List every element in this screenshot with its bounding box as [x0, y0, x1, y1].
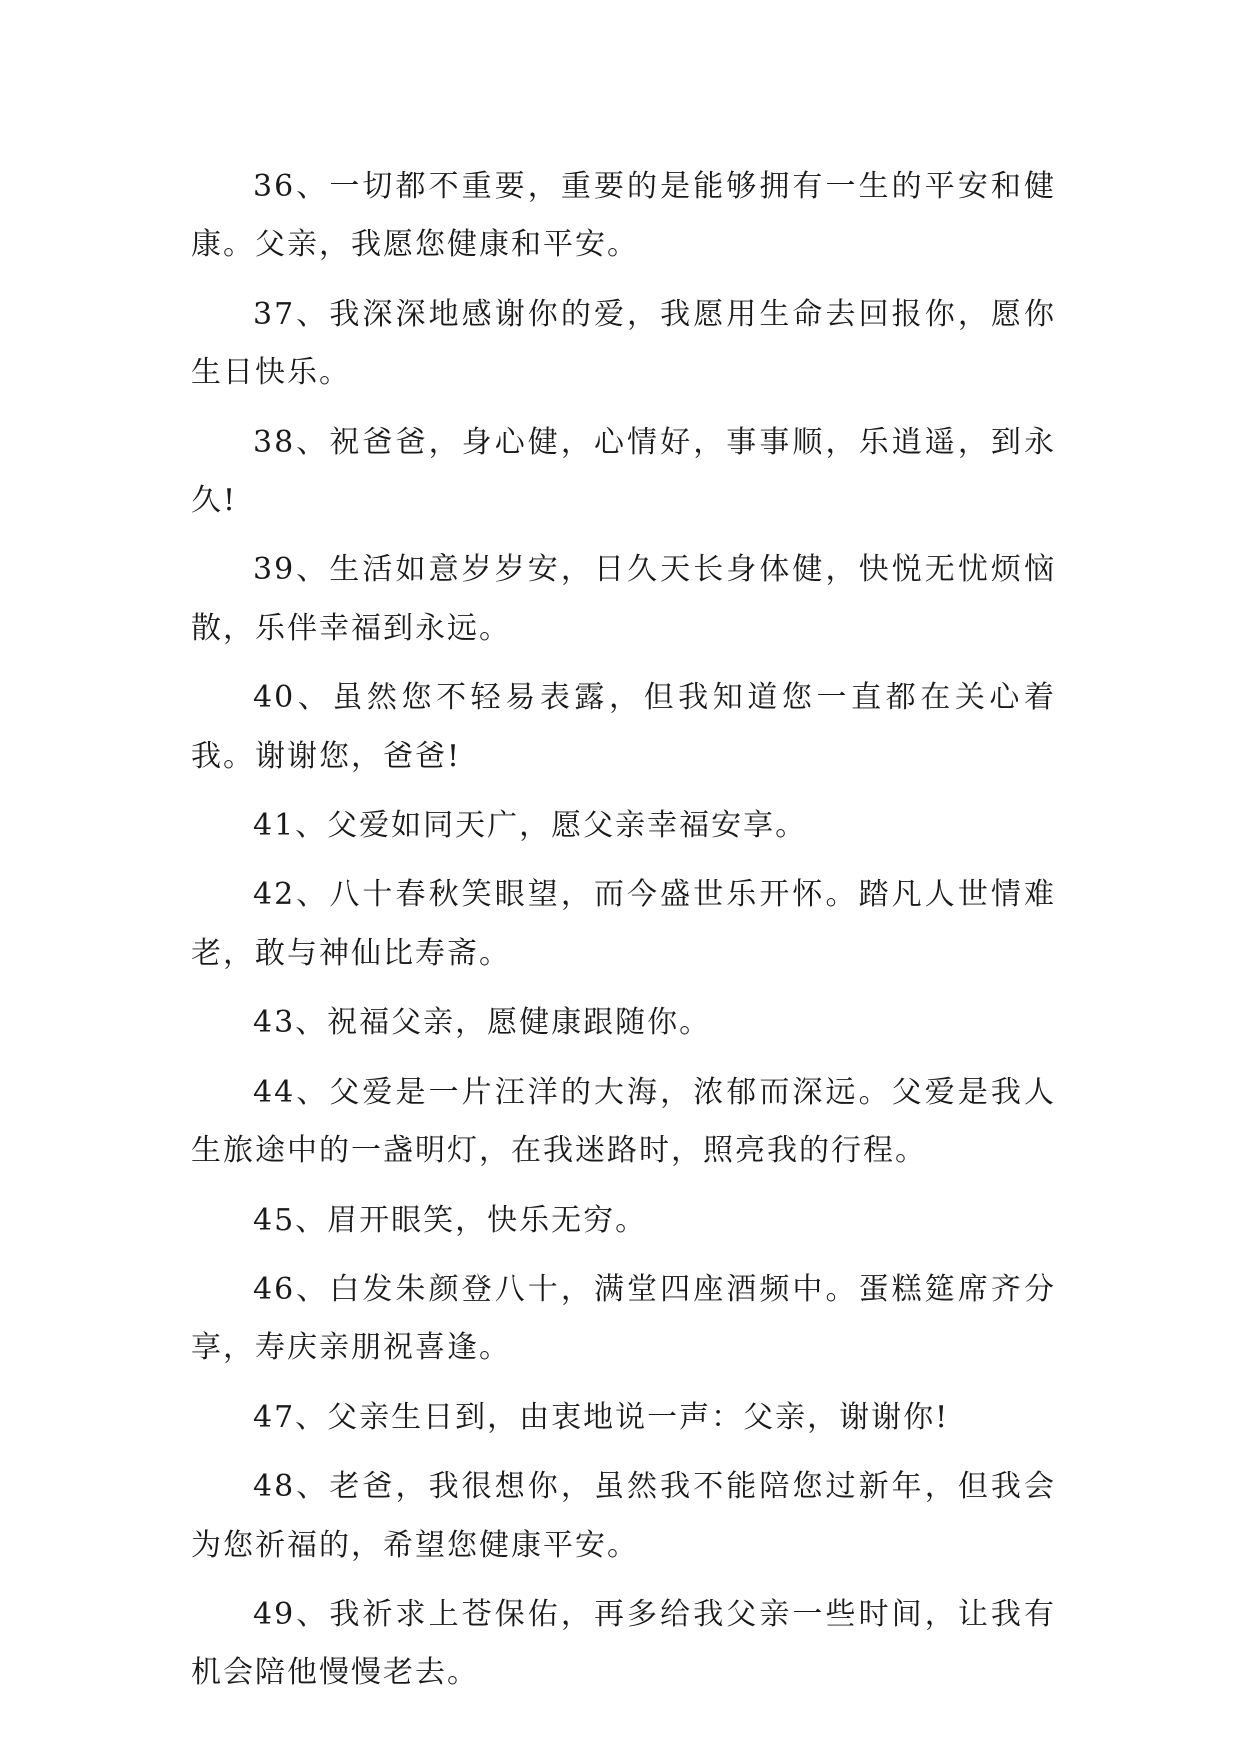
paragraph-48: 48、老爸，我很想你，虽然我不能陪您过新年，但我会为您祈福的，希望您健康平安。: [191, 1469, 1056, 1563]
paragraph-38: 38、祝爸爸，身心健，心情好，事事顺，乐逍遥，到永久!: [191, 424, 1056, 519]
document-body: [191, 158, 1056, 1714]
paragraph-40: 40、虽然您不轻易表露，但我知道您一直都在关心着我。谢谢您，爸爸!: [191, 680, 1056, 774]
paragraph-46: 46、白发朱颜登八十，满堂四座酒频中。蛋糕筵席齐分享，寿庆亲朋祝喜逢。: [191, 1271, 1056, 1366]
paragraph-39: 39、生活如意岁岁安，日久天长身体健，快悦无忧烦恼散，乐伴幸福到永远。: [191, 552, 1056, 646]
paragraph-36: 36、一切都不重要，重要的是能够拥有一生的平安和健康。父亲，我愿您健康和平安。: [191, 169, 1056, 263]
paragraph-41: 41、父爱如同天广，愿父亲幸福安享。: [253, 808, 808, 844]
paragraph-47: 47、父亲生日到，由衷地说一声：父亲，谢谢你!: [253, 1399, 950, 1435]
paragraph-37: 37、我深深地感谢你的爱，我愿用生命去回报你，愿你生日快乐。: [191, 296, 1056, 391]
paragraph-43: 43、祝福父亲，愿健康跟随你。: [253, 1005, 712, 1041]
paragraph-44: 44、父爱是一片汪洋的大海，浓郁而深远。父爱是我人生旅途中的一盏明灯，在我迷路时，照亮我的行程。: [191, 1074, 1056, 1169]
paragraph-49: 49、我祈求上苍保佑，再多给我父亲一些时间，让我有机会陪他慢慢老去。: [191, 1596, 1056, 1691]
paragraph-45: 45、眉开眼笑，快乐无穷。: [253, 1202, 648, 1238]
paragraph-42: 42、八十春秋笑眼望，而今盛世乐开怀。踏凡人世情难老，敢与神仙比寿斋。: [191, 877, 1056, 971]
